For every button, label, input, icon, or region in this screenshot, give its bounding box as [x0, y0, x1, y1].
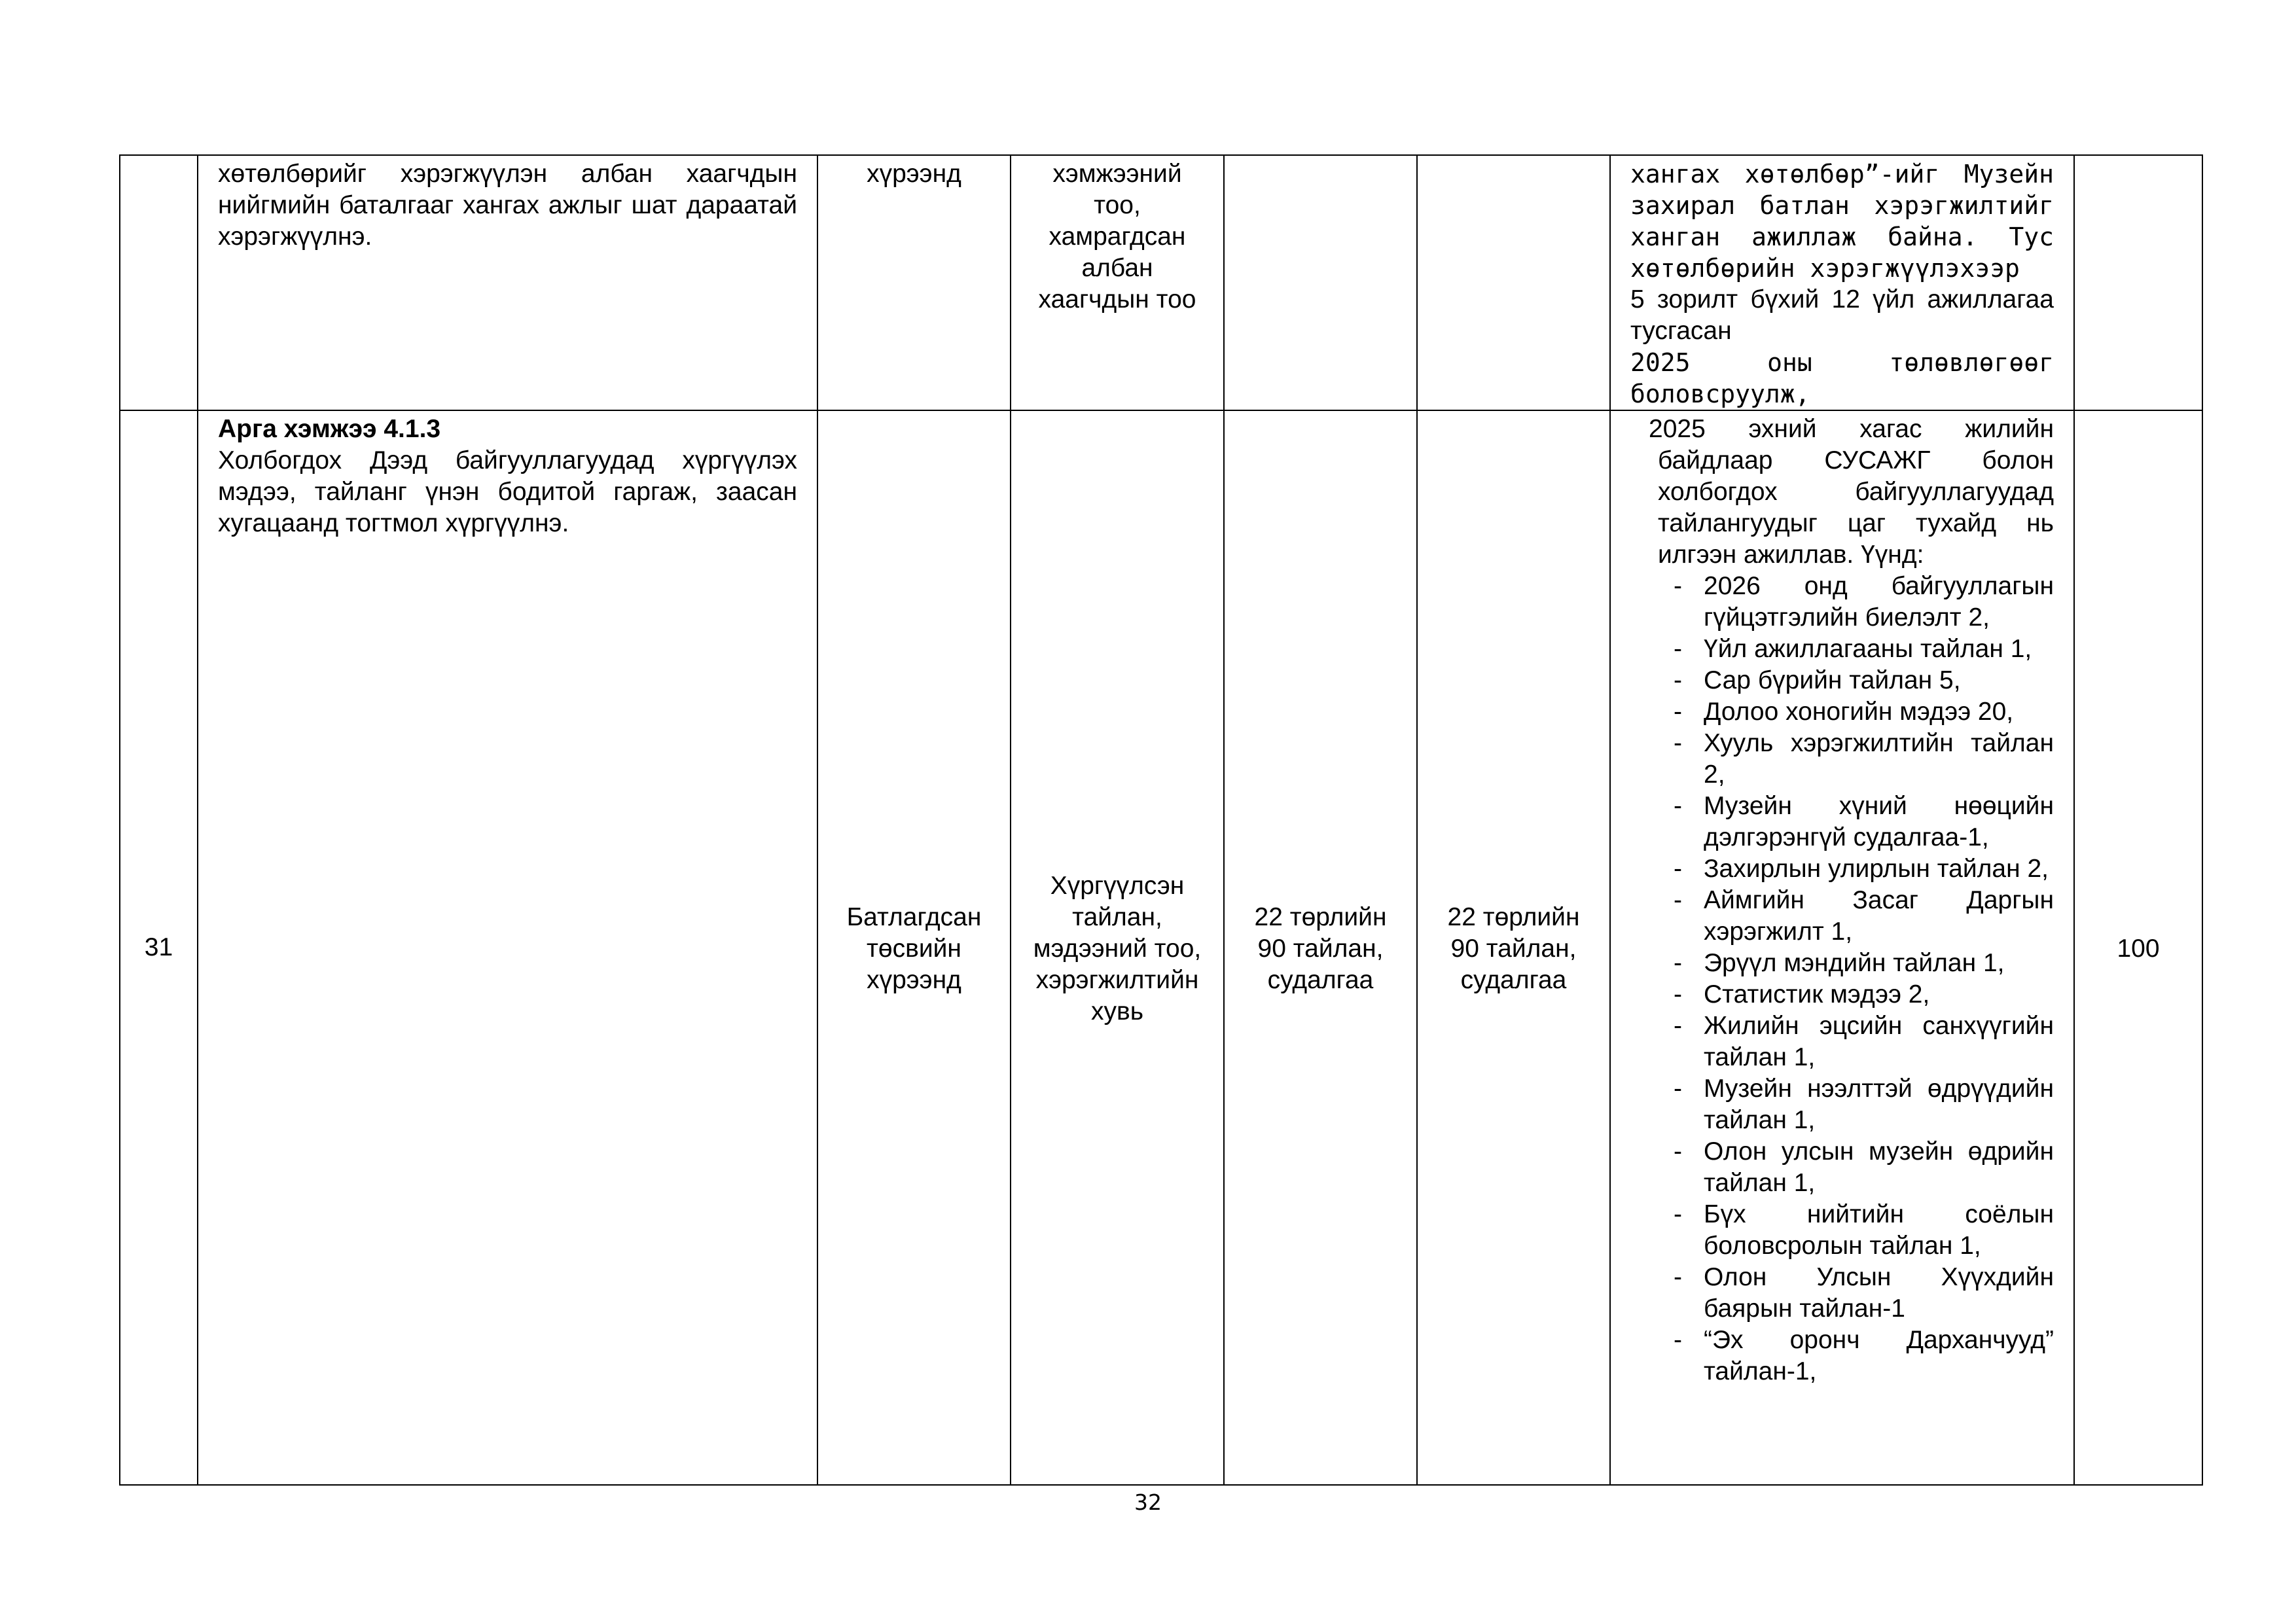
progress-list-item: - Музейн хүний нөөцийн дэлгэрэнгүй судалгаа-1,	[1630, 791, 2054, 853]
score-cell: 100	[2074, 410, 2202, 1485]
page-number: 32	[1134, 1489, 1162, 1515]
progress-list-item: - Эрүүл мэндийн тайлан 1,	[1630, 948, 2054, 979]
progress-list-item: - “Эх оронч Дарханчууд” тайлан-1,	[1630, 1325, 2054, 1387]
table-row-31	[120, 410, 2202, 1485]
achieved-cell: 22 төрлийн 90 тайлан, судалгаа	[1417, 410, 1610, 1485]
indicator-cell: Хүргүүлсэн тайлан, мэдээний тоо, хэрэгжилтийн хувь	[1011, 410, 1224, 1485]
progress-list-item: - Захирлын улирлын тайлан 2,	[1630, 853, 2054, 885]
progress-cell	[1610, 410, 2074, 1485]
progress-list-item: - Олон улсын музейн өдрийн тайлан 1,	[1630, 1136, 2054, 1199]
progress-text-part1: хангах хөтөлбөр”-ийг Музейн захирал батлан хэрэгжилтийг ханган ажиллаж байна. Тус хөтөлбөрийн хэрэгжүүлэхээр	[1630, 160, 2054, 283]
progress-list-item: - Олон Улсын Хүүхдийн баярын тайлан-1	[1630, 1262, 2054, 1325]
progress-list-item: - Музейн нээлттэй өдрүүдийн тайлан 1,	[1630, 1073, 2054, 1136]
row-number-cell	[120, 155, 198, 410]
progress-intro: 2025 эхний хагас жилийн байдлаар СУСАЖГ болон холбогдох байгууллагуудад тайлангуудыг цаг тухайд нь илгээн ажиллав. Үүнд:	[1649, 415, 2054, 569]
progress-list-item: - 2026 онд байгууллагын гүйцэтгэлийн биелэлт 2,	[1630, 571, 2054, 633]
score-cell	[2074, 155, 2202, 410]
activity-cell	[198, 155, 817, 410]
progress-list	[1630, 571, 2054, 1387]
progress-list-item: - Сар бүрийн тайлан 5,	[1630, 665, 2054, 696]
indicator-cell: хэмжээний тоо, хамрагдсан албан хаагчдын тоо	[1011, 155, 1224, 410]
activity-title: Арга хэмжээ 4.1.3	[218, 415, 441, 443]
achieved-cell	[1417, 155, 1610, 410]
progress-text-part3: 2025 оны төлөвлөгөөг боловсруулж,	[1630, 348, 2054, 408]
progress-text-part2: 5 зорилт бүхий 12 үйл ажиллагаа тусгасан	[1630, 285, 2054, 345]
progress-list-item: - Хууль хэрэгжилтийн тайлан 2,	[1630, 728, 2054, 791]
activity-text: хөтөлбөрийг хэрэгжүүлэн албан хаагчдын нийгмийн баталгааг хангах ажлыг шат дараатай хэрэгжүүлнэ.	[218, 160, 797, 251]
target-cell: 22 төрлийн 90 тайлан, судалгаа	[1224, 410, 1417, 1485]
row-number-cell: 31	[120, 410, 198, 1485]
action-plan-table	[119, 154, 2203, 1486]
budget-cell: Батлагдсан төсвийн хүрээнд	[817, 410, 1011, 1485]
activity-cell	[198, 410, 817, 1485]
target-cell	[1224, 155, 1417, 410]
progress-list-item: - Аймгийн Засаг Даргын хэрэгжилт 1,	[1630, 885, 2054, 948]
progress-list-item: - Үйл ажиллагааны тайлан 1,	[1630, 633, 2054, 665]
activity-text: Холбогдох Дээд байгууллагуудад хүргүүлэх мэдээ, тайланг үнэн бодитой гаргаж, заасан хугацаанд тогтмол хүргүүлнэ.	[218, 446, 797, 537]
progress-list-item: - Статистик мэдээ 2,	[1630, 979, 2054, 1010]
progress-list-item: - Долоо хоногийн мэдээ 20,	[1630, 696, 2054, 728]
table-row-continued	[120, 155, 2202, 410]
budget-cell: хүрээнд	[817, 155, 1011, 410]
progress-list-item: - Бүх нийтийн соёлын боловсролын тайлан 1,	[1630, 1199, 2054, 1262]
progress-cell	[1610, 155, 2074, 410]
progress-list-item: - Жилийн эцсийн санхүүгийн тайлан 1,	[1630, 1010, 2054, 1073]
